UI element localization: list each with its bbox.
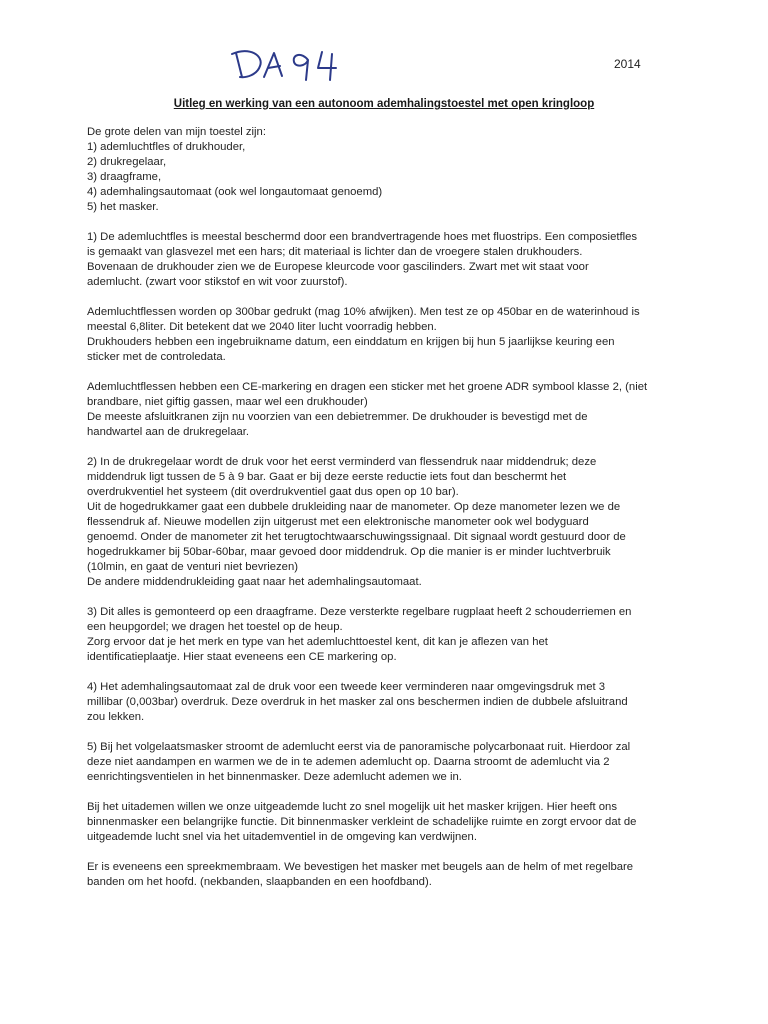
text-line: Bovenaan de drukhouder zien we de Europese kleurcode voor gascilinders. Zwart met wit staat voor [87, 261, 589, 273]
text-line: 4) ademhalingsautomaat (ook wel longautomaat genoemd) [87, 186, 383, 198]
text-line: De andere middendrukleiding gaat naar het ademhalingsautomaat. [87, 576, 422, 588]
text-line: handwartel aan de drukregelaar. [87, 426, 250, 438]
handwritten-mark [230, 44, 350, 84]
text-line: De grote delen van mijn toestel zijn: [87, 126, 266, 138]
paragraph-ademhalingsautomaat [87, 680, 677, 725]
text-line: Uit de hogedrukkamer gaat een dubbele drukleiding naar de manometer. Op deze manometer lezen we de [87, 501, 621, 513]
text-line: sticker met de controledata. [87, 351, 226, 363]
paragraph-draagframe [87, 605, 677, 665]
text-line: is gemaakt van glasvezel met een hars; dit materiaal is lichter dan de vroegere stalen drukhouders. [87, 246, 583, 258]
text-line: deze niet aandampen en warmen we de in te ademen ademlucht op. Daarna stroomt de ademlucht via 2 [87, 756, 610, 768]
paragraph-components [87, 125, 677, 215]
text-line: identificatieplaatje. Hier staat eveneens een CE markering op. [87, 651, 397, 663]
paragraph-ademluchtfles [87, 230, 677, 290]
text-line: De meeste afsluitkranen zijn nu voorzien van een debietremmer. De drukhouder is bevestigd met de [87, 411, 588, 423]
text-line: 2) In de drukregelaar wordt de druk voor het eerst verminderd van flessendruk naar middendruk; deze [87, 456, 597, 468]
text-line: 4) Het ademhalingsautomaat zal de druk voor een tweede keer verminderen naar omgevingsdruk met 3 [87, 681, 606, 693]
text-line: Zorg ervoor dat je het merk en type van het ademluchttoestel kent, dit kan je aflezen van het [87, 636, 548, 648]
text-line: 3) draagframe, [87, 171, 162, 183]
paragraph-spreekmembraam [87, 860, 677, 890]
text-line: flessendruk af. Nieuwe modellen zijn uitgerust met een elektronische manometer ook wel bodyguard [87, 516, 589, 528]
text-line: 1) ademluchtfles of drukhouder, [87, 141, 246, 153]
text-line: binnenmasker een belangrijke functie. Dit binnenmasker verkleint de schadelijke ruimte en zorgt ervoor dat de [87, 816, 637, 828]
paragraph-druk [87, 305, 677, 365]
text-line: Ademluchtflessen hebben een CE-markering en dragen een sticker met het groene ADR symbool klasse 2, (niet [87, 381, 648, 393]
text-line: een heupgordel; we dragen het toestel op de heup. [87, 621, 343, 633]
text-line: uitgeademde lucht snel via het uitademventiel in de omgeving kan verdwijnen. [87, 831, 477, 843]
paragraph-drukregelaar [87, 455, 677, 590]
text-line: genoemd. Onder de manometer zit het terugtochtwaarschuwingssignaal. Dit signaal wordt gestuurd door de [87, 531, 626, 543]
text-line: 5) het masker. [87, 201, 159, 213]
text-line: meestal 6,8liter. Dit betekent dat we 2040 liter lucht voorradig hebben. [87, 321, 437, 333]
text-line: banden om het hoofd. (nekbanden, slaapbanden en een hoofdband). [87, 876, 432, 888]
text-line: 3) Dit alles is gemonteerd op een draagframe. Deze versterkte regelbare rugplaat heeft 2 schouderriemen en [87, 606, 632, 618]
text-line: brandbare, niet giftig gassen, maar wel een drukhouder) [87, 396, 368, 408]
paragraph-uitademen [87, 800, 677, 845]
document-year: 2014 [614, 57, 641, 71]
text-line: (10lmin, en gaat de venturi niet bevriezen) [87, 561, 298, 573]
text-line: Er is eveneens een spreekmembraam. We bevestigen het masker met beugels aan de helm of met regelbare [87, 861, 634, 873]
text-line: eenrichtingsventielen in het binnenmasker. Deze ademlucht ademen we in. [87, 771, 462, 783]
paragraph-volgelaatsmasker [87, 740, 677, 785]
document-title: Uitleg en werking van een autonoom ademhalingstoestel met open kringloop [173, 98, 595, 110]
handwritten-signature-icon [230, 44, 350, 84]
text-line: millibar (0,003bar) overdruk. Deze overdruk in het masker zal ons beschermen indien de dubbele afsluitrand [87, 696, 628, 708]
text-line: middendruk ligt tussen de 5 à 9 bar. Gaat er bij deze eerste reductie iets fout dan beschermt het [87, 471, 567, 483]
text-line: 2) drukregelaar, [87, 156, 167, 168]
text-line: 1) De ademluchtfles is meestal beschermd door een brandvertragende hoes met fluostrips. Een composietfles [87, 231, 638, 243]
text-line: zou lekken. [87, 711, 145, 723]
text-line: Bij het uitademen willen we onze uitgeademde lucht zo snel mogelijk uit het masker krijgen. Hier heeft ons [87, 801, 617, 813]
text-line: Ademluchtflessen worden op 300bar gedrukt (mag 10% afwijken). Men test ze op 450bar en de waterinhoud is [87, 306, 640, 318]
text-line: hogedrukkamer bij 50bar-60bar, maar gevoed door middendruk. Op die manier is er minder luchtverbruik [87, 546, 611, 558]
text-line: ademlucht. (zwart voor stikstof en wit voor zuurstof). [87, 276, 348, 288]
text-line: 5) Bij het volgelaatsmasker stroomt de ademlucht eerst via de panoramische polycarbonaat ruit. Hierdoor zal [87, 741, 631, 753]
paragraph-ce-markering [87, 380, 677, 440]
text-line: Drukhouders hebben een ingebruikname datum, een einddatum en krijgen bij hun 5 jaarlijkse keuring een [87, 336, 615, 348]
text-line: overdrukventiel het systeem (dit overdrukventiel gaat dus open op 10 bar). [87, 486, 459, 498]
document-body [87, 125, 677, 905]
